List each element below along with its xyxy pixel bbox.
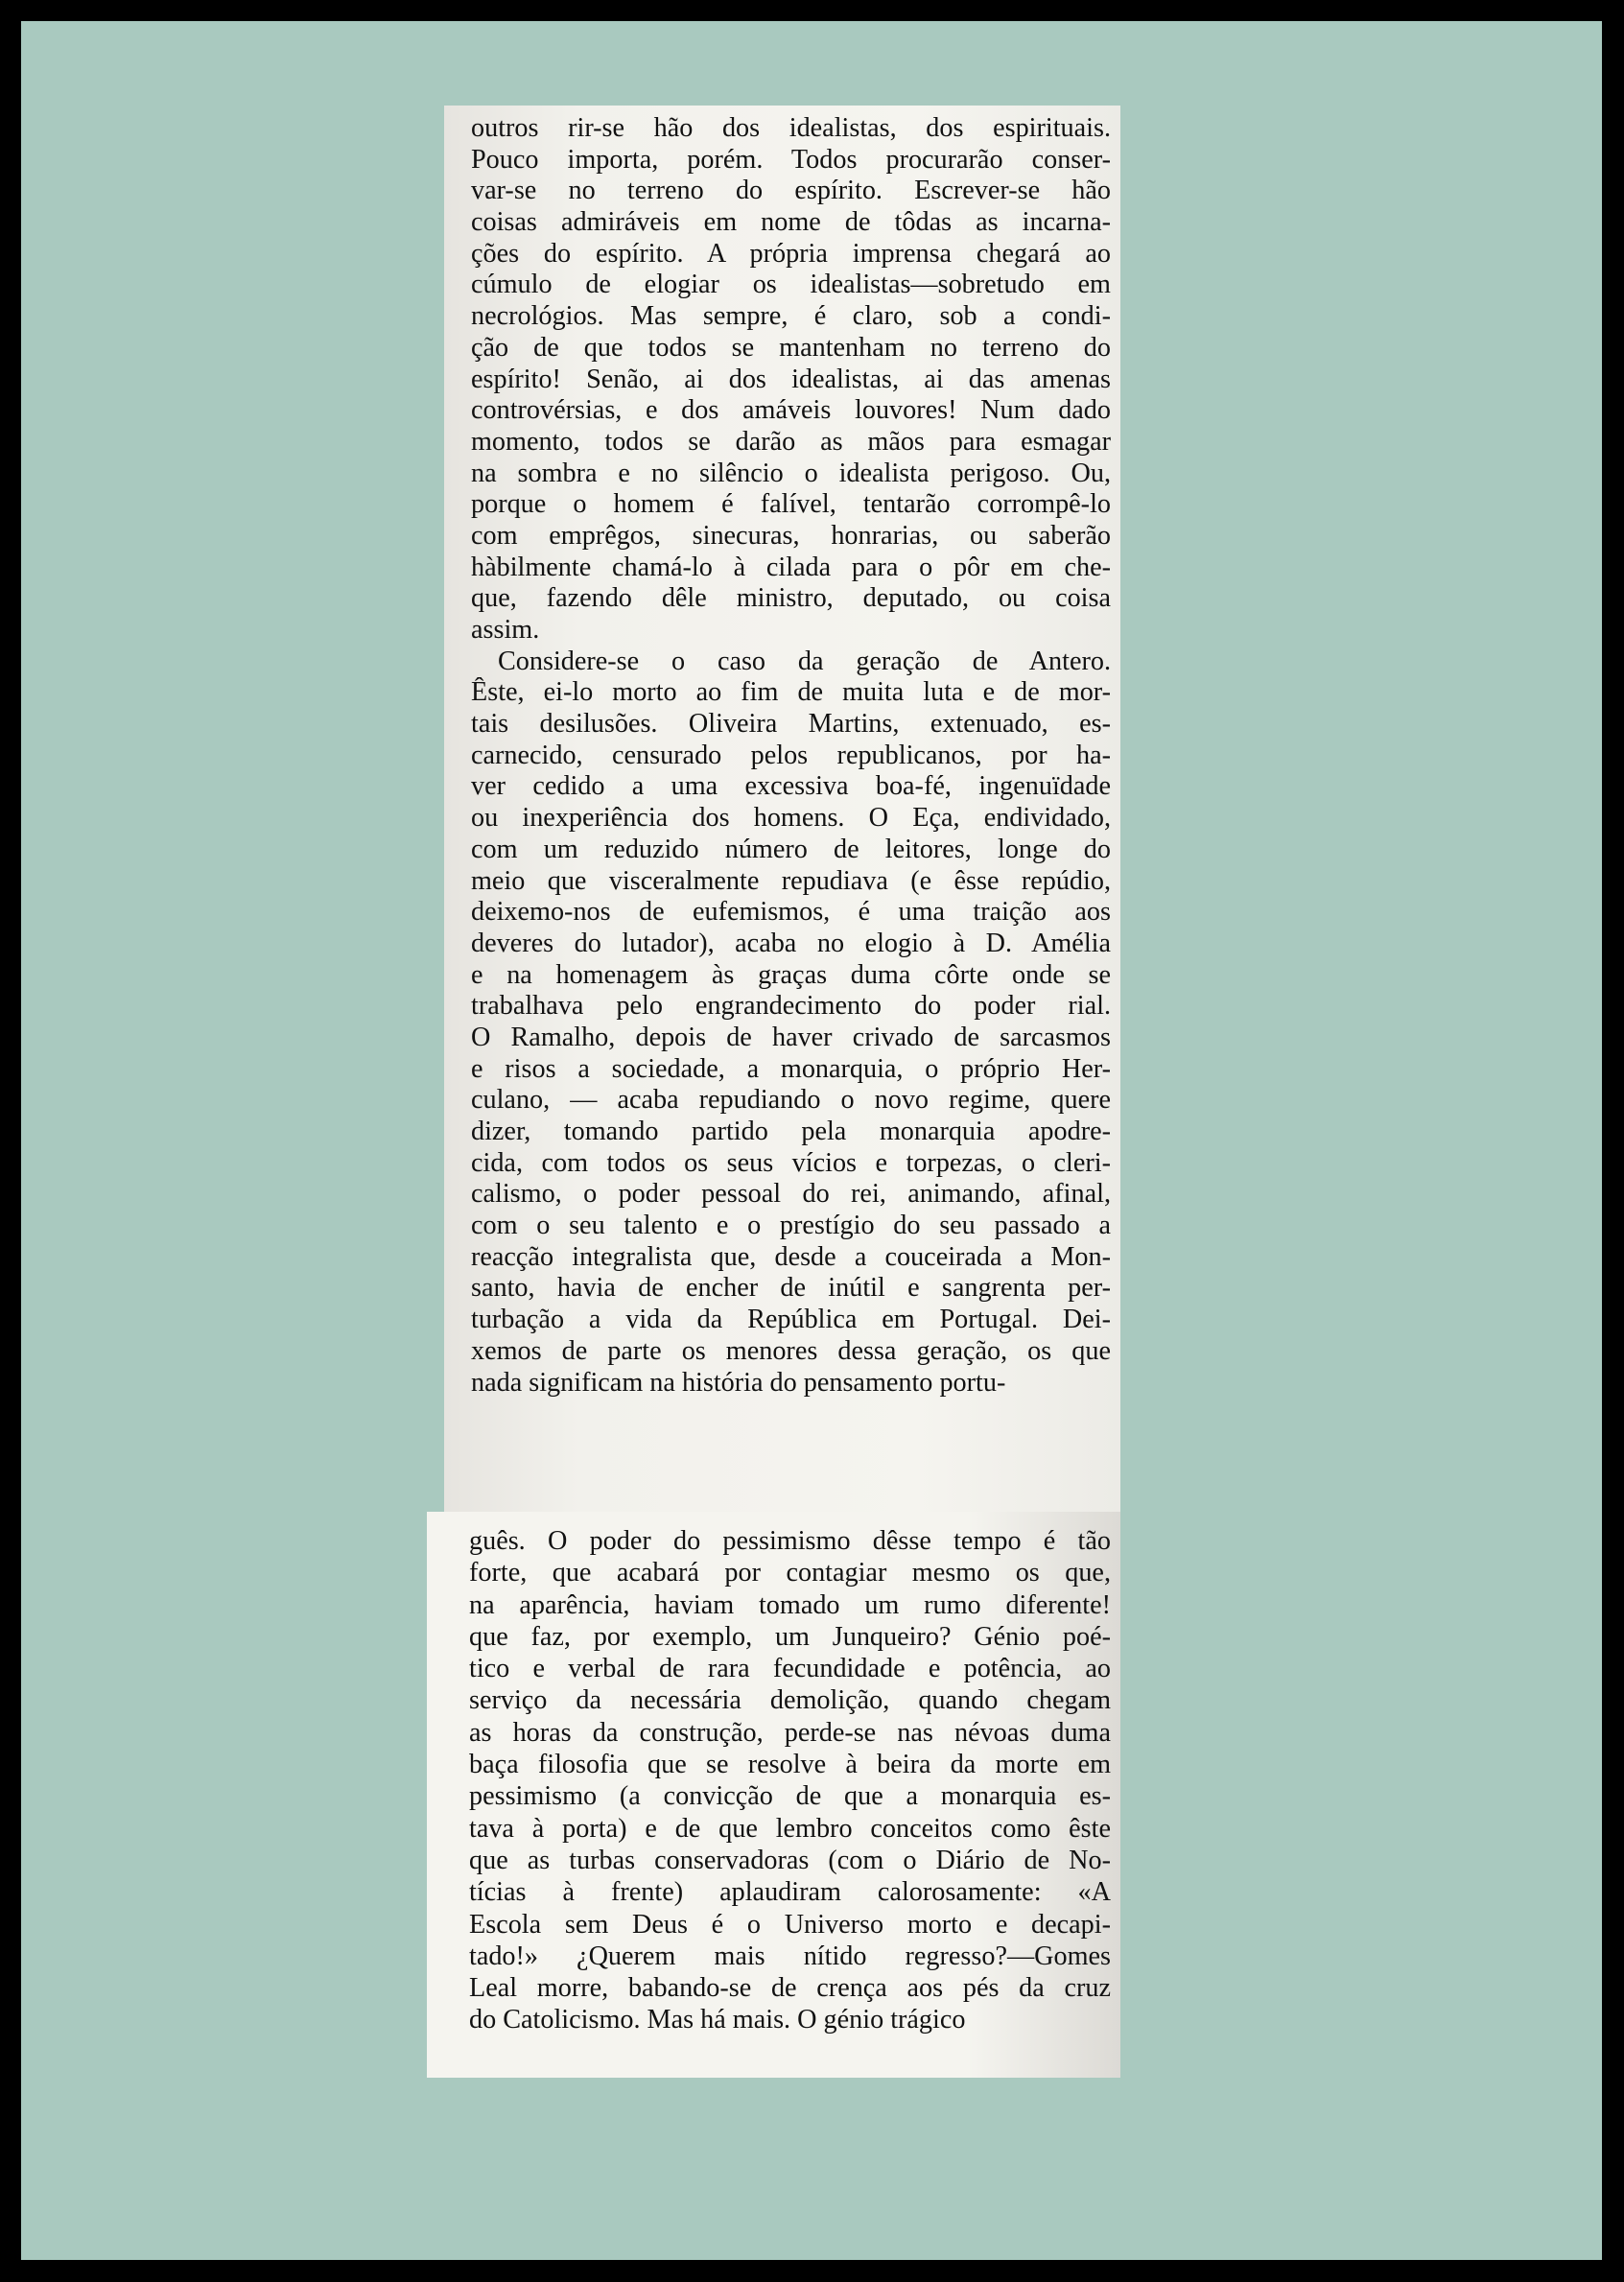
text-line: calismo, o poder pessoal do rei, animando, afinal,	[471, 1179, 1111, 1210]
text-line: ou inexperiência dos homens. O Eça, endividado,	[471, 803, 1111, 834]
text-line: Considere-se o caso da geração de Antero.	[498, 646, 1111, 676]
text-line: as horas da construção, perde-se nas névoas duma	[469, 1717, 1111, 1748]
text-line: porque o homem é falível, tentarão corrompê-lo	[471, 489, 1111, 520]
text-line: var-se no terreno do espírito. Escrever-se hão	[471, 176, 1111, 206]
text-line: Êste, ei-lo morto ao fim de muita luta e de mor-	[471, 677, 1111, 708]
text-line: ver cedido a uma excessiva boa-fé, ingenuïdade	[471, 771, 1111, 802]
text-line: cida, com todos os seus vícios e torpezas, o cleri-	[471, 1147, 1111, 1178]
text-line: serviço da necessária demolição, quando chegam	[469, 1685, 1111, 1716]
text-line: na aparência, haviam tomado um rumo diferente!	[469, 1589, 1111, 1620]
text-line: que faz, por exemplo, um Junqueiro? Génio poé-	[469, 1621, 1111, 1652]
text-line: reacção integralista que, desde a couceirada a Mon-	[471, 1241, 1111, 1272]
text-line: meio que visceralmente repudiava (e êsse repúdio,	[471, 865, 1111, 896]
text-line: nada significam na história do pensamento portu-	[471, 1367, 1006, 1398]
text-line: culano, — acaba repudiando o novo regime, quere	[471, 1085, 1111, 1116]
text-line: ções do espírito. A própria imprensa chegará ao	[471, 238, 1111, 269]
text-line: e risos a sociedade, a monarquia, o próprio Her-	[471, 1053, 1111, 1084]
text-line: xemos de parte os menores dessa geração, os que	[471, 1335, 1111, 1366]
text-line: turbação a vida da República em Portugal. Dei-	[471, 1305, 1111, 1335]
text-line: tava à porta) e de que lembro conceitos como êste	[469, 1813, 1111, 1844]
text-line: ção de que todos se mantenham no terreno do	[471, 332, 1111, 363]
text-line: santo, havia de encher de inútil e sangrenta per-	[471, 1273, 1111, 1304]
text-line: com o seu talento e o prestígio do seu passado a	[471, 1211, 1111, 1241]
text-line: pessimismo (a convicção de que a monarquia es-	[469, 1781, 1111, 1812]
text-line: O Ramalho, depois de haver crivado de sarcasmos	[471, 1022, 1111, 1052]
text-line: com emprêgos, sinecuras, honrarias, ou saberão	[471, 520, 1111, 551]
text-line: hàbilmente chamá-lo à cilada para o pôr em che-	[471, 552, 1111, 582]
text-line: assim.	[471, 615, 540, 645]
text-line: espírito! Senão, ai dos idealistas, ai das amenas	[471, 364, 1111, 394]
text-line: trabalhava pelo engrandecimento do poder rial.	[471, 991, 1111, 1022]
text-line: deixemo-nos de eufemismos, é uma traição aos	[471, 897, 1111, 928]
text-line: Leal morre, babando-se de crença aos pés da cruz	[469, 1973, 1111, 2004]
text-line: coisas admiráveis em nome de tôdas as incarna-	[471, 207, 1111, 238]
text-line: cúmulo de elogiar os idealistas—sobretudo em	[471, 270, 1111, 300]
text-line: necrológios. Mas sempre, é claro, sob a condi-	[471, 301, 1111, 332]
text-line: momento, todos se darão as mãos para esmagar	[471, 426, 1111, 457]
text-line: forte, que acabará por contagiar mesmo os que,	[469, 1558, 1111, 1588]
text-line: dizer, tomando partido pela monarquia apodre-	[471, 1117, 1111, 1146]
text-line: que, fazendo dêle ministro, deputado, ou coisa	[471, 583, 1111, 614]
text-line: que as turbas conservadoras (com o Diário de No-	[469, 1845, 1111, 1875]
text-line: tícias à frente) aplaudiram calorosamente: «A	[469, 1877, 1111, 1908]
text-line: carnecido, censurado pelos republicanos, por ha-	[471, 740, 1111, 770]
text-line: e na homenagem às graças duma côrte onde se	[471, 959, 1111, 990]
text-line: Pouco importa, porém. Todos procurarão conser-	[471, 144, 1111, 175]
text-line: Escola sem Deus é o Universo morto e decapi-	[469, 1909, 1111, 1940]
text-line: outros rir-se hão dos idealistas, dos espirituais.	[471, 113, 1111, 143]
text-line: na sombra e no silêncio o idealista perigoso. Ou,	[471, 458, 1111, 488]
text-line: tico e verbal de rara fecundidade e potência, ao	[469, 1654, 1111, 1684]
text-line: deveres do lutador), acaba no elogio à D. Amélia	[471, 928, 1111, 958]
newspaper-clipping-bottom	[427, 1512, 1120, 2078]
text-line: do Catolicismo. Mas há mais. O génio trágico	[469, 2005, 966, 2035]
newspaper-clipping-top	[444, 106, 1120, 1512]
text-line: com um reduzido número de leitores, longe do	[471, 834, 1111, 864]
text-line: guês. O poder do pessimismo dêsse tempo é tão	[469, 1526, 1111, 1556]
text-line: tado!» ¿Querem mais nítido regresso?—Gomes	[469, 1941, 1111, 1971]
archive-sheet	[21, 21, 1602, 2260]
text-line: tais desilusões. Oliveira Martins, extenuado, es-	[471, 709, 1111, 740]
text-line: baça filosofia que se resolve à beira da morte em	[469, 1750, 1111, 1780]
text-line: controvérsias, e dos amáveis louvores! Num dado	[471, 395, 1111, 426]
